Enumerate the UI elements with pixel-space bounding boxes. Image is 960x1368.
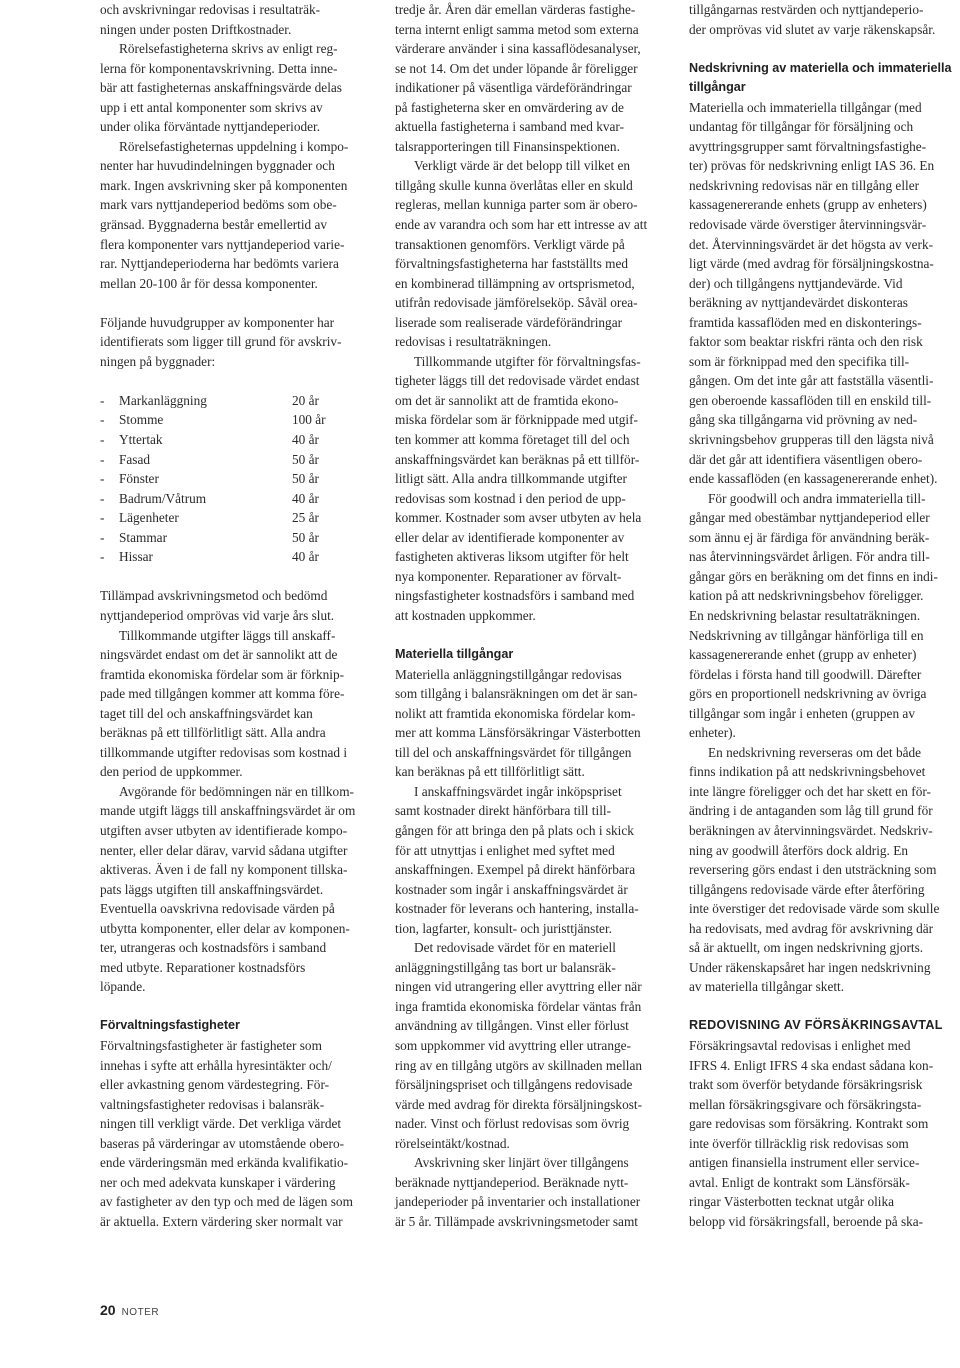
- column-1: [100, 0, 372, 1231]
- text-line: nya komponenter. Reparationer av förvalt-: [395, 568, 622, 584]
- text-line: flera komponenter vars nyttjandeperiod varie-: [100, 236, 345, 252]
- text-line: reversering görs endast i den utsträckning som: [689, 862, 937, 878]
- text-line: där det går att identifiera väsentligen obero-: [689, 451, 923, 467]
- text-line: tillgångar som ingår i enheten (gruppen av: [689, 705, 915, 721]
- text-line: ligt värde (med avdrag för försäljningskostna-: [689, 256, 934, 272]
- text-line: samt kostnader direkt hänförbara till till-: [395, 803, 612, 819]
- text-line: som uppkommer vid avyttring eller utrange-: [395, 1037, 631, 1053]
- text-line: upp i ett antal komponenter som skrivs av: [100, 99, 323, 115]
- text-line: faktor som beaktar riskfri ränta och den risk: [689, 334, 923, 350]
- section-heading: tillgångar: [689, 80, 746, 95]
- text-line: görs en proportionell nedskrivning av övriga: [689, 686, 927, 702]
- text-line: gränsad. Byggnaderna består emellertid av: [100, 217, 328, 233]
- text-line: mark vars nyttjandeperiod bedöms som obe-: [100, 197, 337, 213]
- text-line: eller avkastning genom värdestegring. För-: [100, 1077, 330, 1093]
- text-line: Det redovisade värdet för en materiell: [414, 940, 616, 956]
- text-line: kostnader för leverans och hantering, installa-: [395, 901, 639, 917]
- text-line: nyttjandeperiod omprövas vid varje års slut.: [100, 607, 335, 623]
- text-line: tredje år. Åren där emellan värderas fastighe-: [395, 2, 636, 17]
- text-line: beräkningen av återvinningsvärdet. Nedskriv-: [689, 822, 933, 838]
- text-line: redovisas som kostnad i den period de upp-: [395, 490, 626, 506]
- text-line: framtida kassaflöden med en diskonterings-: [689, 314, 922, 330]
- text-line: kation på att nedskrivningsbehov föreligger.: [689, 588, 924, 604]
- text-line: inte överför tillräcklig risk redovisas som: [689, 1135, 909, 1151]
- text-line: fördelas i första hand till goodwill. Därefter: [689, 666, 922, 682]
- text-line: ende värderingsmän med erkända kvalifikatio-: [100, 1155, 349, 1171]
- text-line: ter, utrangeras och kostnadsförs i samband: [100, 940, 327, 956]
- text-line: bär att fastigheternas anskaffningsvärde delas: [100, 80, 342, 96]
- text-line: nader. Vinst och förlust redovisas som övrig: [395, 1116, 630, 1132]
- text-line: nenter har huvudindelningen byggnader och: [100, 158, 335, 174]
- text-line: En nedskrivning belastar resultaträkningen.: [689, 607, 921, 623]
- text-line: Förvaltningsfastigheter är fastigheter som: [100, 1037, 322, 1053]
- text-line: inga framtida ekonomiska fördelar väntas från: [395, 998, 642, 1014]
- text-line: mark. Ingen avskrivning sker på komponenten: [100, 177, 348, 193]
- text-line: gången för att bringa den på plats och i skick: [395, 822, 634, 838]
- text-line: kassagenererande enhets (grupp av enheters): [689, 197, 927, 213]
- list-item: - Markanläggning 20 år: [100, 392, 319, 408]
- text-line: löpande.: [100, 979, 146, 995]
- text-line: av fastigheter av den typ och med de lägen som: [100, 1194, 353, 1210]
- text-line: ende kassaflöden (en kassagenererande enhet).: [689, 471, 938, 487]
- text-line: nas återvinningsvärdet årligen. För andra till-: [689, 549, 930, 565]
- text-line: den period de uppkommer.: [100, 764, 243, 780]
- list-item: - Badrum/Våtrum 40 år: [100, 490, 319, 506]
- text-line: ningen på byggnader:: [100, 353, 216, 369]
- text-line: kassagenererande enhet (grupp av enheter): [689, 647, 917, 663]
- text-line: Under räkenskapsåret har ingen nedskrivning: [689, 959, 931, 975]
- text-line: mer att komma Länsförsäkringar Västerbotten: [395, 725, 641, 741]
- text-line: anskaffningsvärdet kan beräknas på ett tillför-: [395, 451, 640, 467]
- text-line: mellan 20-100 år för dessa komponenter.: [100, 275, 318, 291]
- text-line: Tillämpad avskrivningsmetod och bedömd: [100, 588, 328, 604]
- text-line: avtal. Enligt de kontrakt som Länsförsäk-: [689, 1174, 910, 1190]
- section-heading: Materiella tillgångar: [395, 647, 514, 662]
- list-item: - Fönster 50 år: [100, 471, 319, 487]
- text-line: försäljningspriset och tillgångens redovisade: [395, 1077, 633, 1093]
- text-line: skrivningsbehov grupperas till den lägsta nivå: [689, 432, 934, 448]
- text-line: finns indikation på att nedskrivningsbehovet: [689, 764, 926, 780]
- text-line: avyttringsgrupper samt förvaltningsfastighe-: [689, 138, 927, 154]
- text-line: Rörelsefastigheternas uppdelning i kompo-: [119, 138, 349, 154]
- text-line: pade med tillgången kommer att komma före-: [100, 686, 345, 702]
- text-line: Verkligt värde är det belopp till vilket en: [414, 158, 631, 174]
- text-line: I anskaffningsvärdet ingår inköpspriset: [414, 783, 622, 799]
- section-label: NOTER: [121, 1307, 160, 1318]
- text-line: miska fördelar som är förknippade med utgif-: [395, 412, 638, 428]
- text-line: mande utgift läggs till anskaffningsvärdet är om: [100, 803, 356, 819]
- text-line: Avgörande för bedömningen när en tillkom-: [119, 783, 354, 799]
- text-line: till del och anskaffningsvärdet för tillgången: [395, 744, 632, 760]
- text-line: tigheter läggs till det redovisade värdet endast: [395, 373, 640, 389]
- text-line: fastigheten aktiveras liksom utgifter för helt: [395, 549, 629, 565]
- text-line: ende av varandra och som har ett intresse av att: [395, 217, 648, 233]
- text-line: av materiella tillgångar skett.: [689, 979, 845, 995]
- text-line: ningsfastigheter kostnadsförs i samband med: [395, 588, 635, 604]
- text-line: lerna för komponentavskrivning. Detta inne-: [100, 60, 338, 76]
- text-line: gången. Om det inte går att fastställa väsentli-: [689, 373, 934, 389]
- text-line: ten kommer att komma företaget till del och: [395, 432, 630, 448]
- page-number: 20: [100, 1302, 116, 1318]
- text-line: att kostnaden uppkommer.: [395, 607, 536, 623]
- text-line: utgiften avser utbyten av identifierade kompo-: [100, 822, 348, 838]
- text-line: anskaffningen. Exempel på direkt hänförbara: [395, 862, 636, 878]
- text-line: utifrån redovisade jämförelseköp. Såväl orea-: [395, 295, 638, 311]
- text-line: beräknas på ett tillförlitligt sätt. Alla andra: [100, 725, 326, 741]
- text-line: Följande huvudgrupper av komponenter har: [100, 314, 335, 330]
- text-line: IFRS 4. Enligt IFRS 4 ska endast sådana kon-: [689, 1057, 934, 1073]
- text-line: och avskrivningar redovisas i resultaträk-: [100, 2, 321, 17]
- text-line: Avskrivning sker linjärt över tillgångens: [414, 1155, 629, 1171]
- text-line: ning av goodwill återförs dock aldrig. En: [689, 842, 908, 858]
- list-item: - Hissar 40 år: [100, 549, 319, 565]
- text-line: rörelseintäkt/kostnad.: [395, 1135, 510, 1151]
- text-line: ner och med adekvata kunskaper i värdering: [100, 1174, 336, 1190]
- text-line: terna internt enligt samma metod som externa: [395, 21, 639, 37]
- text-line: Eventuella oavskrivna redovisade värden på: [100, 901, 335, 917]
- text-line: det. Återvinningsvärdet är det högsta av verk-: [689, 236, 934, 252]
- text-line: ändring i de antaganden som låg till grund för: [689, 803, 933, 819]
- text-line: med utbyte. Reparationer kostnadsförs: [100, 959, 306, 975]
- text-line: ringar Västerbotten tecknat utgår olika: [689, 1194, 895, 1210]
- text-line: som ännu ej är färdiga för användning beräk-: [689, 529, 930, 545]
- text-line: beräkning av nyttjandevärdet diskonteras: [689, 295, 908, 311]
- text-line: kommer. Kostnader som avser utbyten av hela: [395, 510, 642, 526]
- text-line: liserade som realiserade värdeförändringar: [395, 314, 623, 330]
- page-footer: [100, 1302, 159, 1320]
- text-line: är 5 år. Tillämpade avskrivningsmetoder samt: [395, 1213, 638, 1229]
- list-item: - Stomme 100 år: [100, 412, 326, 428]
- text-line: som tillgång i balansräkningen om det är san-: [395, 686, 638, 702]
- text-line: ningsvärdet endast om det är sannolikt att de: [100, 647, 338, 663]
- text-line: aktiveras. Även i de fall ny komponent tillska-: [100, 862, 348, 878]
- text-line: innehas i syfte att erhålla hyresintäkter och/: [100, 1057, 332, 1073]
- text-line: kan beräknas på ett tillförlitligt sätt.: [395, 764, 585, 780]
- text-line: nedskrivning redovisas när en tillgång eller: [689, 177, 920, 193]
- text-line: valtningsfastigheter redovisas i balansräk-: [100, 1096, 325, 1112]
- text-line: beräknade nyttjandeperiod. Beräknade nytt-: [395, 1174, 629, 1190]
- list-item: - Yttertak 40 år: [100, 432, 319, 448]
- text-line: Tillkommande utgifter läggs till anskaff-: [119, 627, 336, 643]
- text-line: jandeperioder på inventarier och installationer: [395, 1194, 641, 1210]
- text-line: ter) prövas för nedskrivning enligt IAS 36. En: [689, 158, 935, 174]
- component-list: [100, 391, 372, 567]
- section-heading: REDOVISNING AV FÖRSÄKRINGSAVTAL: [689, 1018, 943, 1033]
- text-line: taget till del och anskaffningsvärdet kan: [100, 705, 313, 721]
- section-heading: Nedskrivning av materiella och immateriella: [689, 60, 952, 75]
- text-line: Materiella och immateriella tillgångar (med: [689, 99, 922, 115]
- text-line: inte längre föreligger och det har skett en för-: [689, 783, 931, 799]
- text-line: Nedskrivning av tillgångar hänförliga till en: [689, 627, 924, 643]
- text-line: mellan försäkringsgivare och försäkringsta-: [689, 1096, 922, 1112]
- text-line: regleras, mellan kunniga parter som är obero-: [395, 197, 638, 213]
- text-line: värde med avdrag för direkta försäljningskost-: [395, 1096, 643, 1112]
- text-line: för att utnyttjas i enlighet med syftet med: [395, 842, 615, 858]
- text-line: är aktuella. Extern värdering sker normalt var: [100, 1213, 343, 1229]
- text-line: Försäkringsavtal redovisas i enlighet med: [689, 1037, 911, 1053]
- text-line: ring av en tillgång utgörs av skillnaden mellan: [395, 1057, 643, 1073]
- text-line: gång ska tillgångarna vid prövning av ned-: [689, 412, 918, 428]
- text-line: antigen finansiella instrument eller service-: [689, 1155, 920, 1171]
- text-line: nenter, eller delar därav, varvid sådana utgifter: [100, 842, 348, 858]
- text-line: gen oberoende kassaflöden till en enskild till-: [689, 392, 932, 408]
- text-line: på fastigheterna sker en omvärdering av de: [395, 99, 624, 115]
- text-line: förvaltningsfastigheterna har fastställts med: [395, 256, 628, 272]
- text-line: om det är sannolikt att de framtida ekono-: [395, 392, 619, 408]
- section-heading: Förvaltningsfastigheter: [100, 1018, 240, 1033]
- text-line: transaktionen genomförs. Verkligt värde på: [395, 236, 625, 252]
- list-item: - Lägenheter 25 år: [100, 510, 319, 526]
- text-line: ningen vid utrangering eller avyttring eller när: [395, 979, 642, 995]
- list-item: - Stammar 50 år: [100, 529, 319, 545]
- text-line: så är aktuellt, om ingen nedskrivning gjorts.: [689, 940, 924, 956]
- text-line: Rörelsefastigheterna skrivs av enligt reg-: [119, 41, 338, 57]
- text-line: pats läggs utgiften till anskaffningsvärdet.: [100, 881, 324, 897]
- text-line: ha redovisats, med avdrag för avskrivning där: [689, 920, 934, 936]
- text-line: utbytta komponenter, eller delar av komponen-: [100, 920, 350, 936]
- text-line: värderare använder i sina kassaflödesanalyser,: [395, 41, 641, 57]
- column-3: [689, 0, 959, 1231]
- text-line: se not 14. Om det under löpande år föreligger: [395, 60, 638, 76]
- text-line: talsrapporteringen till Finansinspektionen.: [395, 138, 620, 154]
- text-line: som är förknippad med den specifika till-: [689, 353, 910, 369]
- text-line: rar. Nyttjandeperioderna har bedömts variera: [100, 256, 339, 272]
- text-line: En nedskrivning reverseras om det både: [708, 744, 922, 760]
- text-line: identifierats som ligger till grund för avskriv-: [100, 334, 342, 350]
- text-line: gångar görs en beräkning om det finns en indi-: [689, 568, 938, 584]
- text-line: användning av tillgången. Vinst eller förlust: [395, 1018, 629, 1034]
- text-line: kostnader som ingår i anskaffningsvärdet är: [395, 881, 628, 897]
- text-line: tillkommande utgifter redovisas som kostnad i: [100, 744, 348, 760]
- text-line: För goodwill och andra immateriella till-: [708, 490, 926, 506]
- text-line: redovisas i resultaträkningen.: [395, 334, 552, 350]
- text-line: ningen till verkligt värde. Det verkliga värdet: [100, 1116, 342, 1132]
- text-line: eller delar av identifierade komponenter av: [395, 529, 625, 545]
- list-item: - Fasad 50 år: [100, 451, 319, 467]
- text-line: litligt sätt. Alla andra tillkommande utgifter: [395, 471, 627, 487]
- text-line: der omprövas vid slutet av varje räkenskapsår.: [689, 21, 936, 37]
- text-line: framtida ekonomiska fördelar som är förknip-: [100, 666, 345, 682]
- text-line: Materiella anläggningstillgångar redovisas: [395, 666, 622, 682]
- column-2: [395, 0, 667, 1231]
- text-line: aktuella fastigheterna i samband med kvar-: [395, 119, 625, 135]
- text-line: tillgång skulle kunna överlåtas eller en skuld: [395, 177, 633, 193]
- text-line: tillgångens redovisade värde efter återföring: [689, 881, 925, 897]
- text-line: under olika förväntade nyttjandeperioder.: [100, 119, 321, 135]
- text-line: inte överstiger det redovisade värde som skulle: [689, 901, 940, 917]
- text-line: enheter).: [689, 725, 736, 741]
- text-line: gare redovisas som försäkring. Kontrakt som: [689, 1116, 929, 1132]
- text-line: nolikt att framtida ekonomiska fördelar kom-: [395, 705, 636, 721]
- text-line: gångar med obestämbar nyttjandeperiod eller: [689, 510, 930, 526]
- text-line: Tillkommande utgifter för förvaltningsfas-: [414, 353, 641, 369]
- text-line: undantag för tillgångar för försäljning och: [689, 119, 914, 135]
- text-line: tillgångarnas restvärden och nyttjandeperio-: [689, 2, 924, 17]
- text-line: indikationer på väsentliga värdeförändringar: [395, 80, 632, 96]
- text-line: baseras på värderingar av utomstående obero-: [100, 1135, 345, 1151]
- text-line: anläggningstillgång tas bort ur balansräk-: [395, 959, 616, 975]
- text-line: trakt som överför betydande försäkringsrisk: [689, 1077, 923, 1093]
- text-line: redovisade värde överstiger återvinningsvär-: [689, 217, 927, 233]
- text-line: en kombinerad tillämpning av ortsprismetod,: [395, 275, 635, 291]
- text-line: der) och tillgångens nyttjandevärde. Vid: [689, 275, 903, 291]
- text-line: belopp vid försäkringsfall, beroende på ska-: [689, 1213, 924, 1229]
- text-line: tion, lagfarter, konsult- och juristtjänster.: [395, 920, 612, 936]
- text-line: ningen under posten Driftkostnader.: [100, 21, 292, 37]
